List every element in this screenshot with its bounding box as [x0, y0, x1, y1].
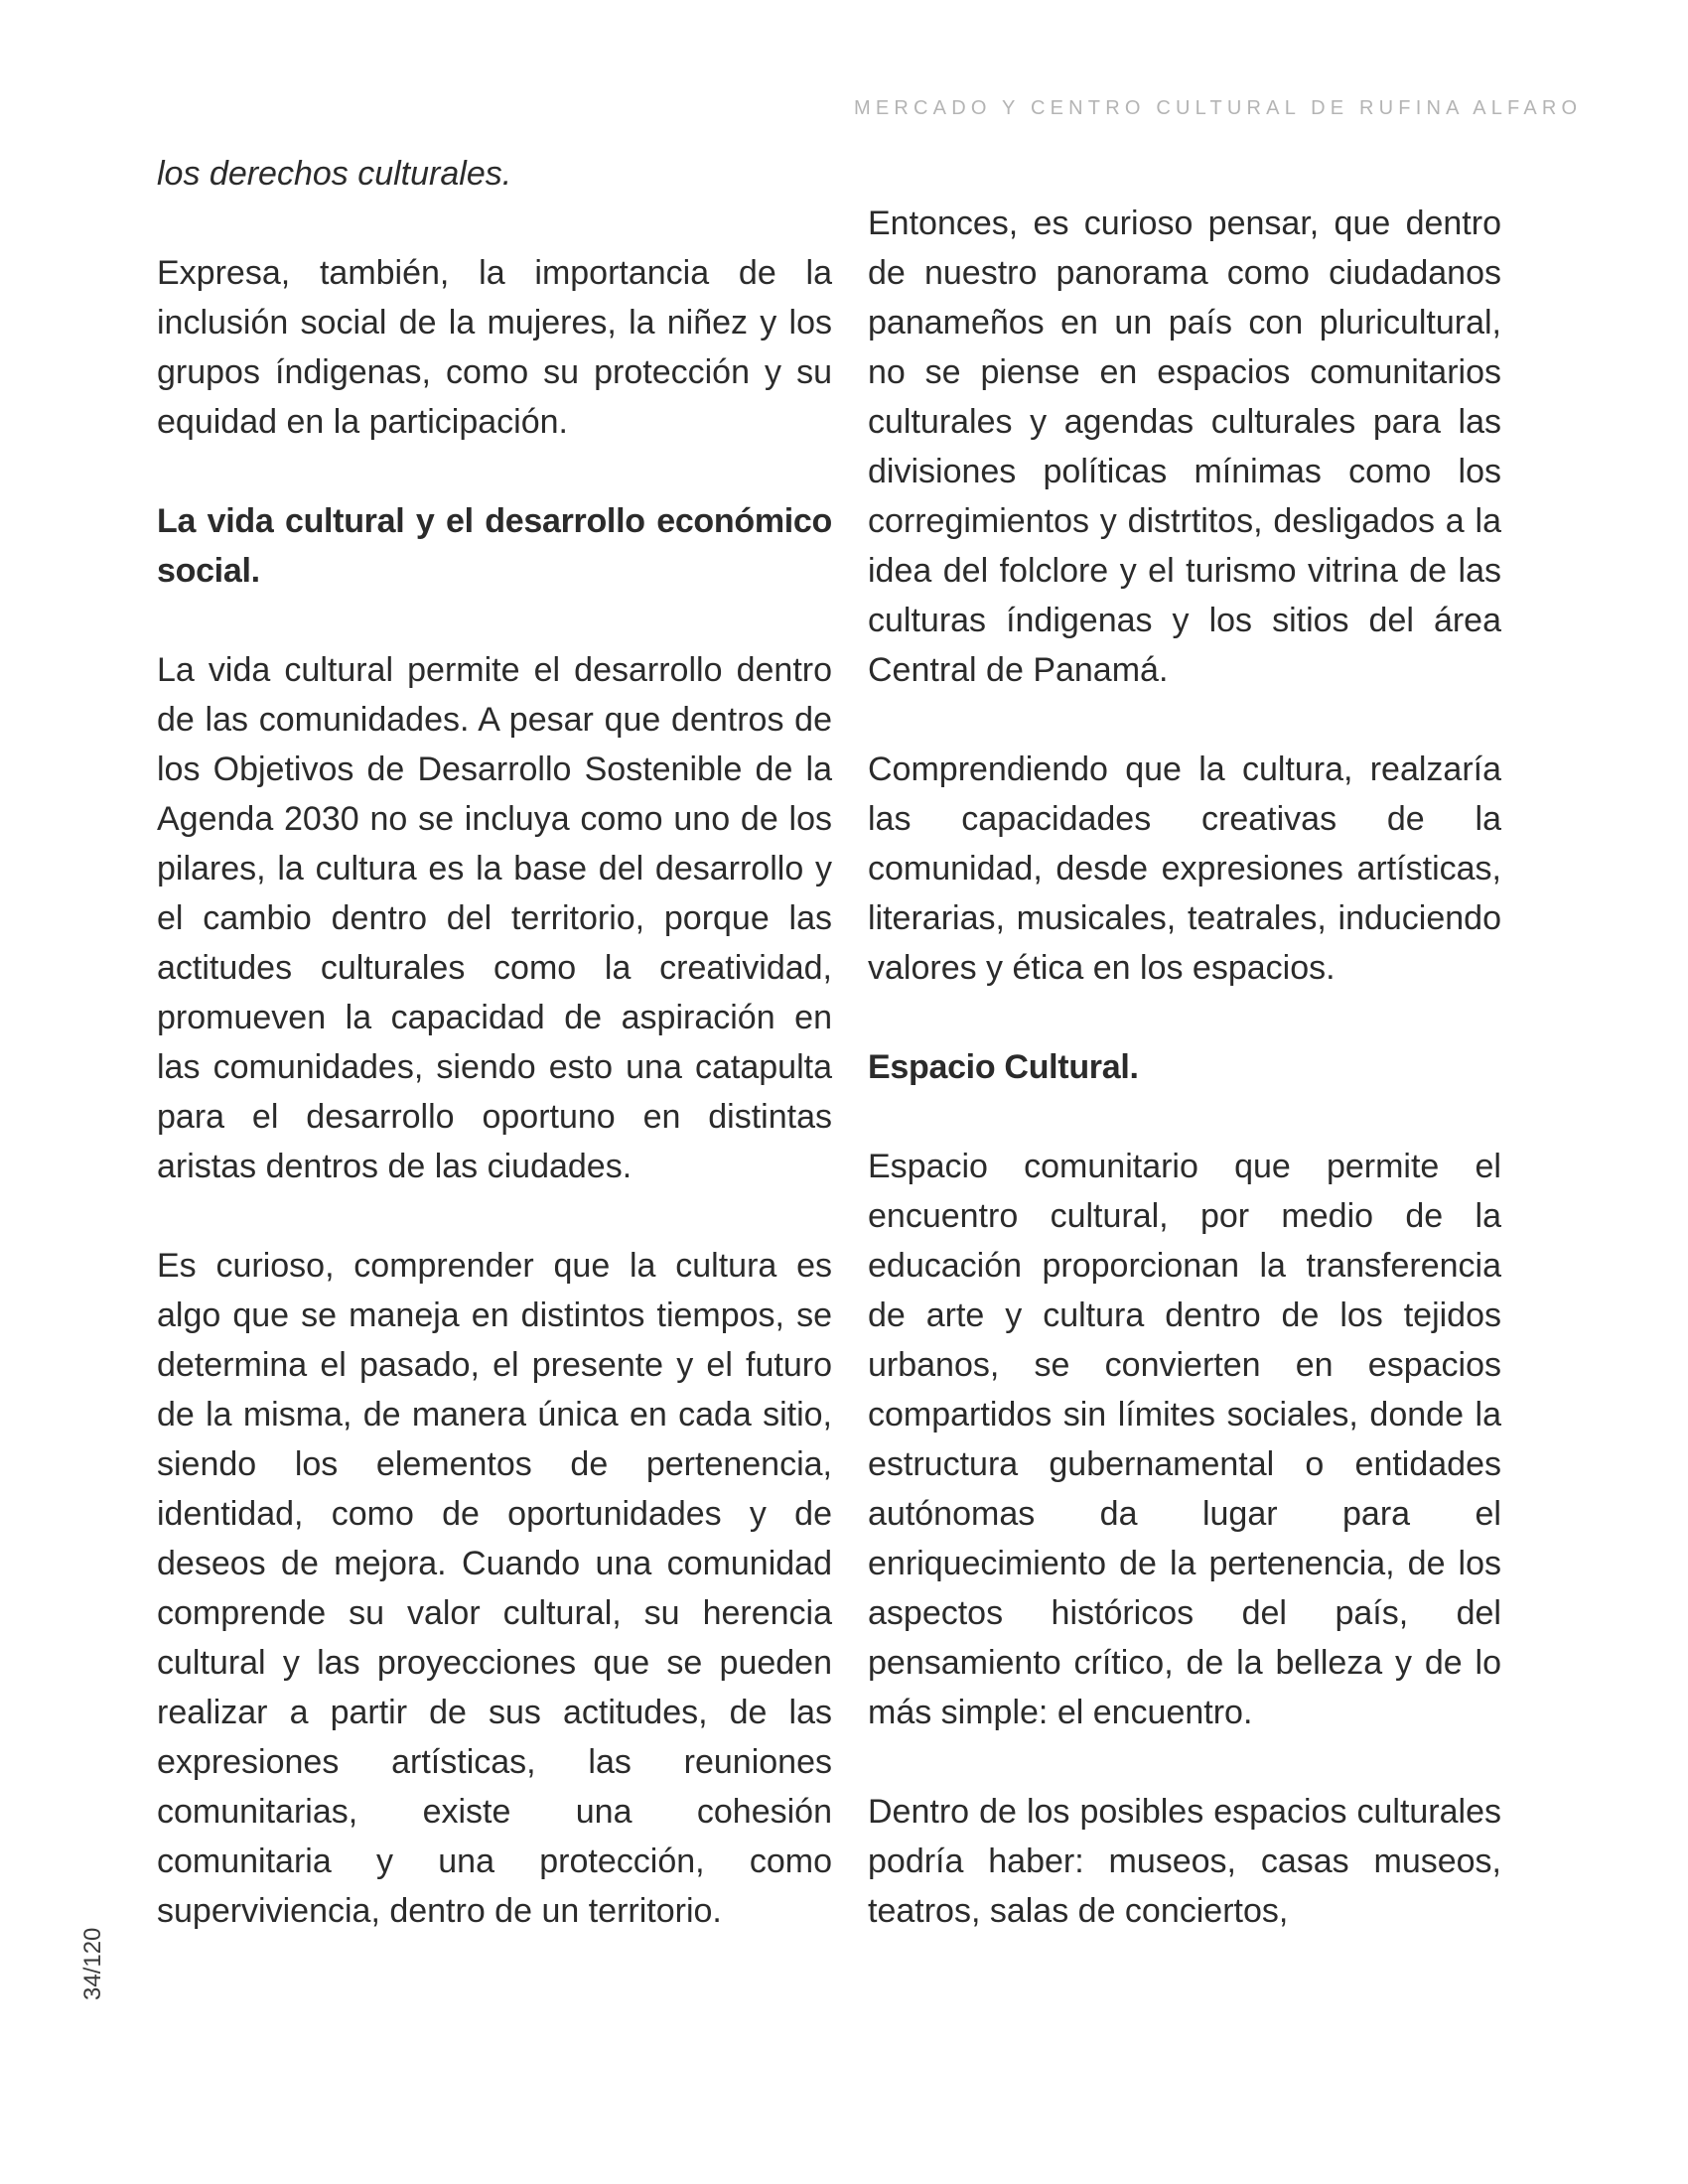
paragraph-continuation: los derechos culturales. — [157, 155, 512, 193]
left-column — [157, 149, 832, 1936]
paragraph-espacio-comunitario: Espacio comunitario que permite el encuentro cultural, por medio de la educación proporcionan la transferencia de arte y cultura dentro de los tejidos urbanos, se convierten en espacios compartidos sin límites sociales, donde la estructura gubernamental o entidades autónomas da lugar para el enriquecimiento de la pertenencia, de los aspectos históricos del país, del pensamiento crítico, de la belleza y de lo más simple: el encuentro. — [868, 1148, 1501, 1731]
paragraph-inclusion: Expresa, también, la importancia de la inclusión social de la mujeres, la niñez y los grupos índigenas, como su protección y su equidad en la participación. — [157, 254, 832, 441]
page-number: 34/120 — [79, 1927, 106, 2000]
section-heading-espacio-cultural: Espacio Cultural. — [868, 1048, 1139, 1086]
running-header: MERCADO Y CENTRO CULTURAL DE RUFINA ALFARO — [854, 97, 1583, 119]
paragraph-posibles-espacios: Dentro de los posibles espacios culturales podría haber: museos, casas museos, teatros, salas de conciertos, — [868, 1793, 1501, 1930]
paragraph-comprendiendo: Comprendiendo que la cultura, realzaría las capacidades creativas de la comunidad, desde expresiones artísticas, literarias, musicales, teatrales, induciendo valores y ética en los espacios. — [868, 751, 1501, 987]
paragraph-vida-cultural: La vida cultural permite el desarrollo dentro de las comunidades. A pesar que dentros de los Objetivos de Desarrollo Sostenible de la Agenda 2030 no se incluya como uno de los pilares, la cultura es la base del desarrollo y el cambio dentro del territorio, porque las actitudes culturales como la creatividad, promueven la capacidad de aspiración en las comunidades, siendo esto una catapulta para el desarrollo oportuno en distintas aristas dentros de las ciudades. — [157, 651, 832, 1185]
right-column — [868, 199, 1501, 1936]
paragraph-es-curioso: Es curioso, comprender que la cultura es algo que se maneja en distintos tiempos, se determina el pasado, el presente y el futuro de la misma, de manera única en cada sitio, siendo los elementos de pertenencia, identidad, como de oportunidades y de deseos de mejora. Cuando una comunidad comprende su valor cultural, su herencia cultural y las proyecciones que se pueden realizar a partir de sus actitudes, de las expresiones artísticas, las reuniones comunitarias, existe una cohesión comunitaria y una protección, como superviviencia, dentro de un territorio. — [157, 1247, 832, 1930]
section-heading-vida-cultural: La vida cultural y el desarrollo económico social. — [157, 502, 832, 590]
paragraph-entonces: Entonces, es curioso pensar, que dentro de nuestro panorama como ciudadanos panameños en un país con pluricultural, no se piense en espacios comunitarios culturales y agendas culturales para las divisiones políticas mínimas como los corregimientos y distrtitos, desligados a la idea del folclore y el turismo vitrina de las culturas índigenas y los sitios del área Central de Panamá. — [868, 205, 1501, 689]
